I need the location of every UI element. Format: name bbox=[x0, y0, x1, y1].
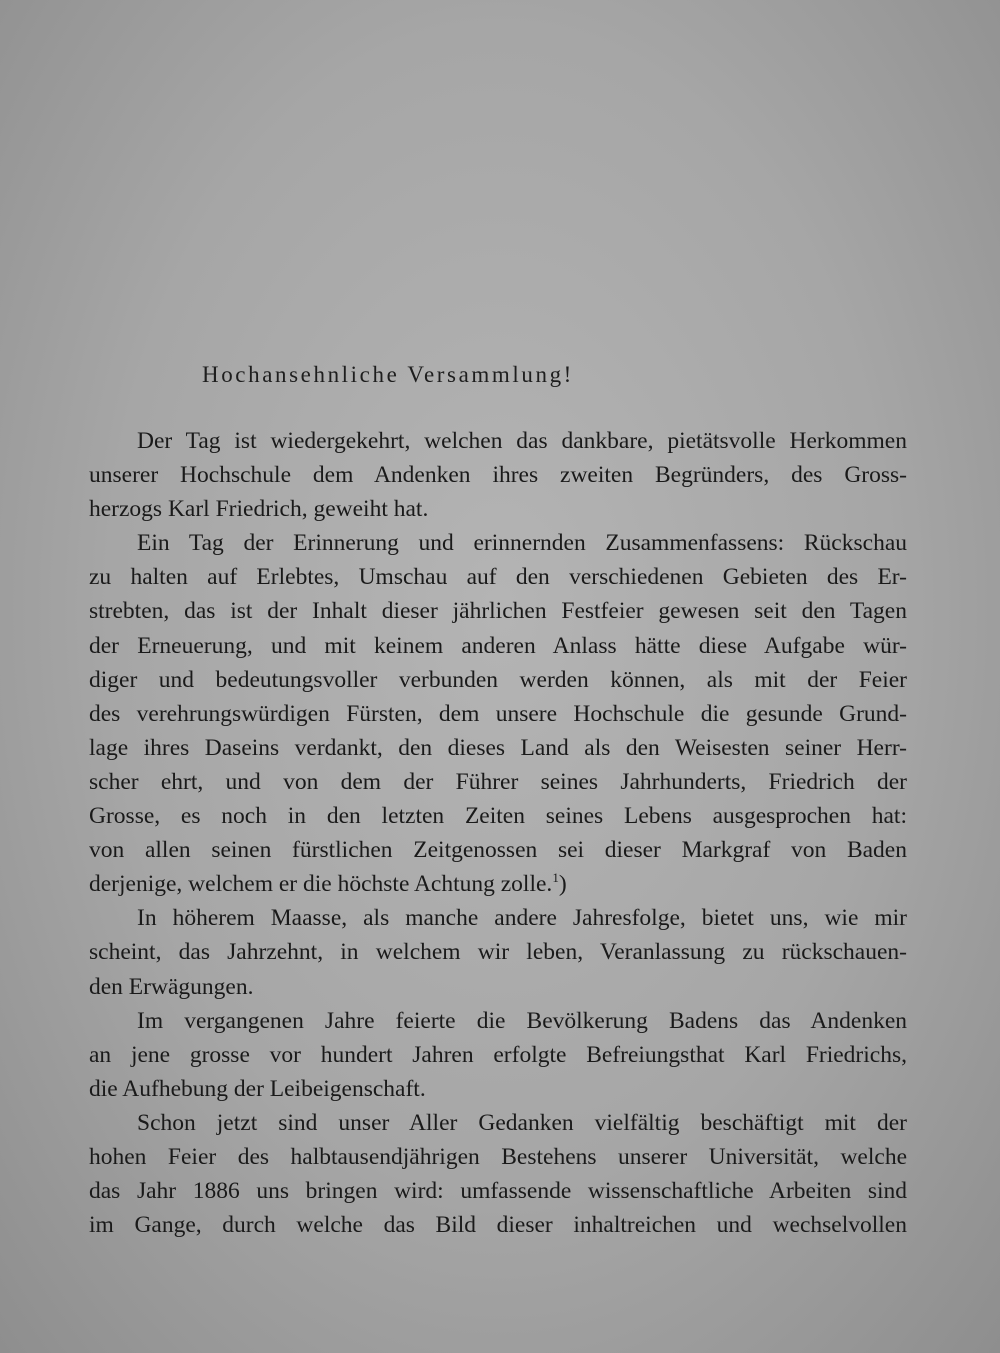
text-line: an jene grosse vor hundert Jahren erfolgte Befreiungsthat Karl Friedrichs, bbox=[89, 1041, 907, 1068]
page-heading: Hochansehnliche Versammlung! bbox=[202, 362, 574, 387]
paragraph bbox=[89, 901, 907, 1003]
text-line: scheint, das Jahrzehnt, in welchem wir leben, Veranlassung zu rückschauen- bbox=[89, 939, 907, 966]
text-line-content: derjenige, welchem er die höchste Achtung zolle. bbox=[89, 871, 553, 898]
paragraph bbox=[89, 424, 907, 526]
text-line: des verehrungswürdigen Fürsten, dem unsere Hochschule die gesunde Grund- bbox=[89, 700, 907, 727]
text-line: Grosse, es noch in den letzten Zeiten seines Lebens ausgesprochen hat: bbox=[89, 803, 907, 830]
text-line: scher ehrt, und von dem der Führer seines Jahrhunderts, Friedrich der bbox=[89, 768, 907, 795]
paragraph bbox=[89, 1106, 907, 1242]
text-line: im Gange, durch welche das Bild dieser inhaltreichen und wechselvollen bbox=[89, 1212, 907, 1239]
text-line: von allen seinen fürstlichen Zeitgenossen sei dieser Markgraf von Baden bbox=[89, 837, 907, 864]
text-line: der Erneuerung, und mit keinem anderen Anlass hätte diese Aufgabe wür- bbox=[89, 632, 907, 659]
text-line: hohen Feier des halbtausendjährigen Bestehens unserer Universität, welche bbox=[89, 1143, 907, 1170]
text-line: Schon jetzt sind unser Aller Gedanken vielfältig beschäftigt mit der bbox=[137, 1109, 907, 1136]
text-line: Ein Tag der Erinnerung und erinnernden Zusammenfassens: Rückschau bbox=[137, 530, 907, 557]
footnote-marker: 1 bbox=[552, 870, 559, 886]
text-line bbox=[89, 867, 907, 901]
text-line: diger und bedeutungsvoller verbunden werden können, als mit der Feier bbox=[89, 666, 907, 693]
paragraph bbox=[89, 526, 907, 901]
text-line: unserer Hochschule dem Andenken ihres zweiten Begründers, des Gross- bbox=[89, 462, 907, 489]
text-line: Der Tag ist wiedergekehrt, welchen das dankbare, pietätsvolle Herkommen bbox=[137, 428, 907, 454]
footnote-close: ) bbox=[558, 871, 567, 898]
text-line: Im vergangenen Jahre feierte die Bevölkerung Badens das Andenken bbox=[137, 1007, 907, 1034]
text-line: die Aufhebung der Leibeigenschaft. bbox=[89, 1075, 426, 1102]
text-line: das Jahr 1886 uns bringen wird: umfassende wissenschaftliche Arbeiten sind bbox=[89, 1178, 907, 1205]
text-line: strebten, das ist der Inhalt dieser jährlichen Festfeier gewesen seit den Tagen bbox=[89, 598, 907, 625]
text-line: In höherem Maasse, als manche andere Jahresfolge, bietet uns, wie mir bbox=[137, 905, 907, 932]
text-line: den Erwägungen. bbox=[89, 973, 254, 1000]
text-line: lage ihres Daseins verdankt, den dieses Land als den Weisesten seiner Herr- bbox=[89, 734, 907, 761]
paragraph bbox=[89, 1004, 907, 1106]
text-line: herzogs Karl Friedrich, geweiht hat. bbox=[89, 496, 429, 523]
text-line: zu halten auf Erlebtes, Umschau auf den verschiedenen Gebieten des Er- bbox=[89, 564, 907, 591]
body-text bbox=[89, 424, 907, 1242]
